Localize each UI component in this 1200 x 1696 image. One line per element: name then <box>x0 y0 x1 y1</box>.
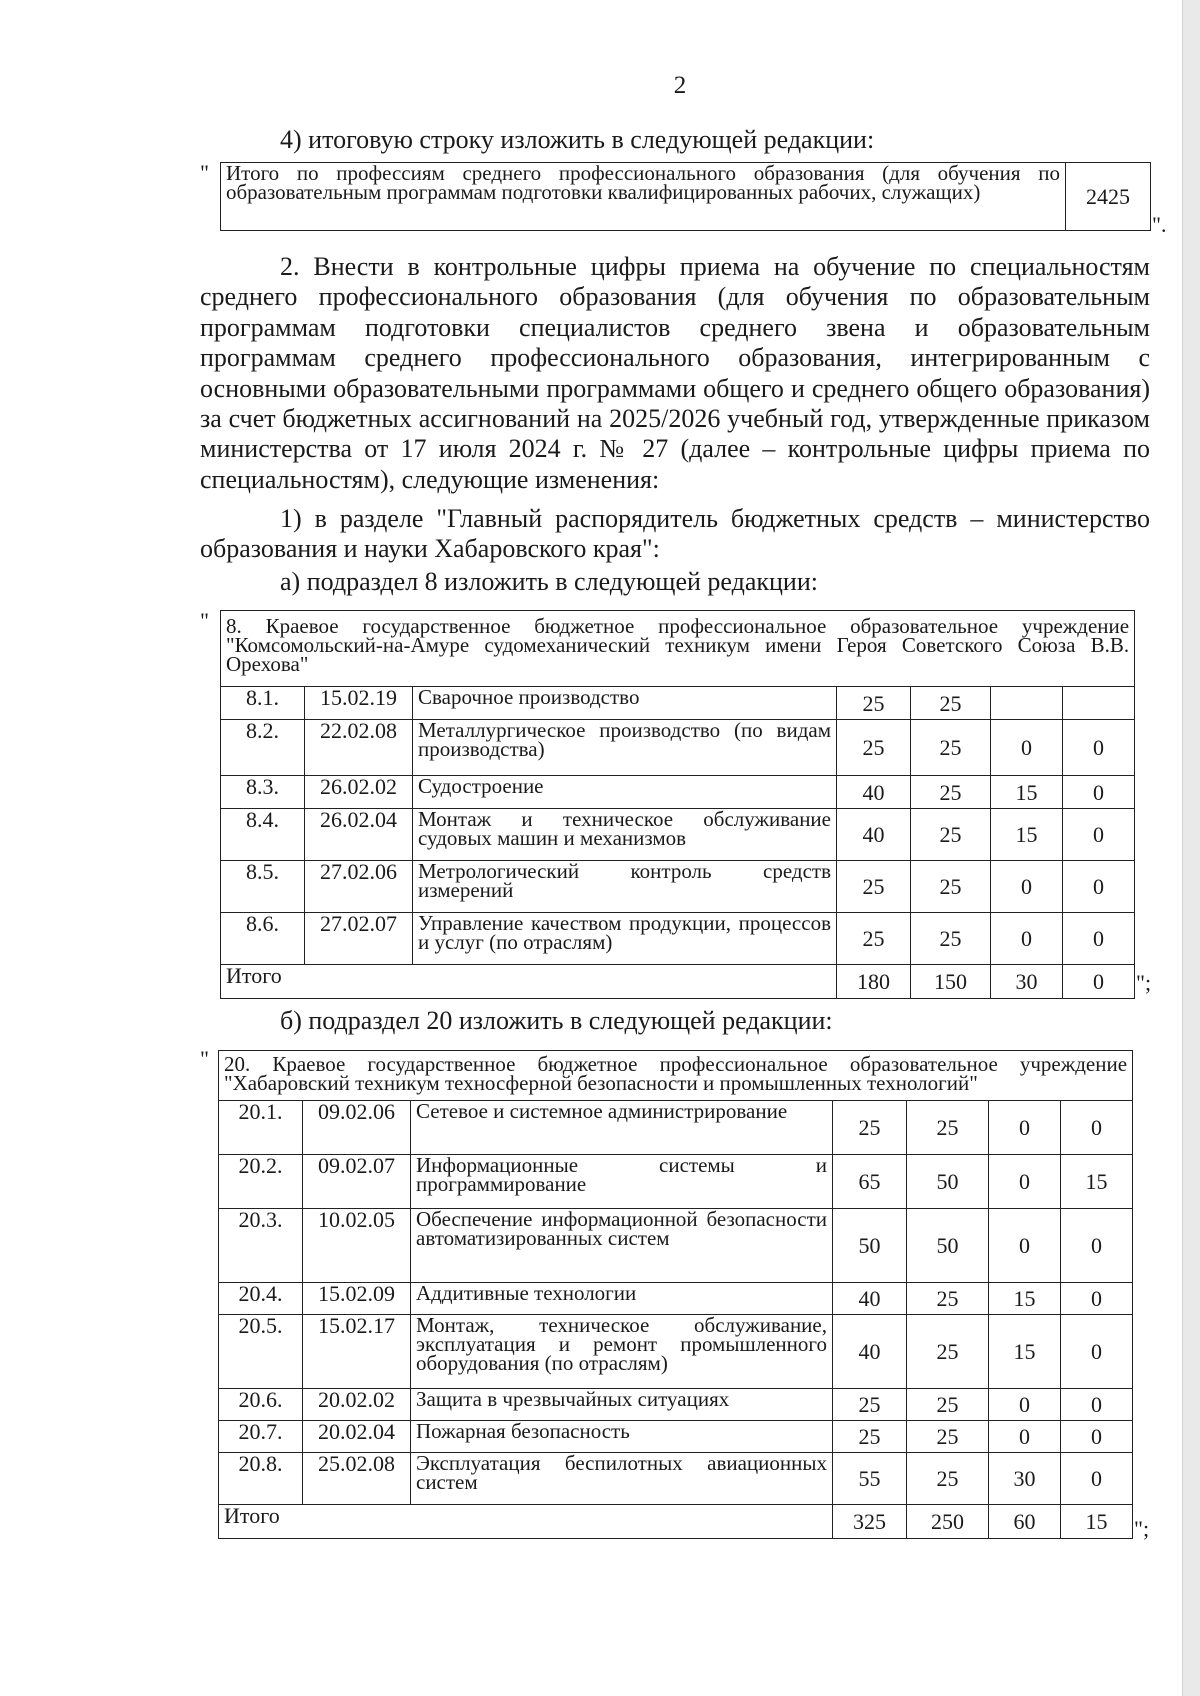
row-value: 0 <box>1063 809 1135 861</box>
row-code: 26.02.04 <box>305 809 413 861</box>
row-value: 25 <box>837 913 911 965</box>
row-value: 0 <box>1061 1315 1133 1389</box>
table-subsection-8 <box>220 610 1135 999</box>
table-row <box>221 720 1135 776</box>
row-code: 09.02.07 <box>303 1155 411 1209</box>
subitem-1: 1) в разделе "Главный распорядитель бюджетных средств – министерство образования и науки Хабаровского края": <box>200 504 1150 564</box>
table-row <box>221 913 1135 965</box>
row-value <box>1063 687 1135 720</box>
row-value: 25 <box>907 1101 989 1155</box>
table-row <box>221 809 1135 861</box>
row-name: Метрологический контроль средств измерений <box>413 861 837 913</box>
table-title: 8. Краевое государственное бюджетное профессиональное образовательное учреждение "Комсомольский-на-Амуре судомеханический техникум имени Героя Советского Союза В.В. Орехова" <box>221 611 1135 687</box>
total-label: Итого <box>219 1505 833 1539</box>
row-value: 0 <box>1061 1421 1133 1453</box>
table-title: 20. Краевое государственное бюджетное профессиональное образовательное учреждение "Хабаровский техникум техносферной безопасности и промышленных технологий" <box>219 1051 1133 1101</box>
row-value: 0 <box>1061 1453 1133 1505</box>
row-value: 25 <box>907 1315 989 1389</box>
row-value: 0 <box>1063 776 1135 809</box>
row-name: Судостроение <box>413 776 837 809</box>
row-code: 10.02.05 <box>303 1209 411 1283</box>
total-label: Итого по профессиям среднего профессионального образования (для обучения по образовательным программам подготовки квалифицированных рабочих, служащих) <box>221 163 1066 231</box>
row-name: Информационные системы и программирование <box>411 1155 833 1209</box>
row-value: 0 <box>991 861 1063 913</box>
row-value: 0 <box>1061 1389 1133 1421</box>
table-row <box>221 687 1135 720</box>
row-value: 15 <box>991 809 1063 861</box>
row-value: 40 <box>837 809 911 861</box>
item4-text: 4) итоговую строку изложить в следующей редакции: <box>280 125 875 154</box>
row-name: Металлургическое производство (по видам производства) <box>413 720 837 776</box>
row-value: 0 <box>991 913 1063 965</box>
row-value: 25 <box>837 861 911 913</box>
row-value: 25 <box>837 720 911 776</box>
table-row <box>219 1283 1133 1315</box>
table-row <box>221 776 1135 809</box>
table-row <box>219 1315 1133 1389</box>
row-value: 25 <box>907 1389 989 1421</box>
total-value: 15 <box>1061 1505 1133 1539</box>
table-row <box>219 1101 1133 1155</box>
row-code: 22.02.08 <box>305 720 413 776</box>
total-value: 0 <box>1063 965 1135 999</box>
row-name: Эксплуатация беспилотных авиационных систем <box>411 1453 833 1505</box>
row-name: Монтаж, техническое обслуживание, эксплуатация и ремонт промышленного оборудования (по отраслям) <box>411 1315 833 1389</box>
row-value: 25 <box>833 1389 907 1421</box>
row-value: 0 <box>989 1209 1061 1283</box>
total-table <box>220 162 1151 231</box>
row-value: 15 <box>1061 1155 1133 1209</box>
row-value: 25 <box>911 720 991 776</box>
quote-open: " <box>200 160 209 185</box>
row-number: 20.1. <box>219 1101 303 1155</box>
row-value: 55 <box>833 1453 907 1505</box>
total-value: 60 <box>989 1505 1061 1539</box>
table-row <box>221 861 1135 913</box>
quote-close: ". <box>1152 212 1167 237</box>
row-value: 40 <box>833 1283 907 1315</box>
row-code: 26.02.02 <box>305 776 413 809</box>
row-value: 25 <box>833 1101 907 1155</box>
row-code: 15.02.09 <box>303 1283 411 1315</box>
row-value: 50 <box>833 1209 907 1283</box>
row-number: 8.4. <box>221 809 305 861</box>
row-number: 20.4. <box>219 1283 303 1315</box>
row-name: Сварочное производство <box>413 687 837 720</box>
quote-open: " <box>200 608 209 633</box>
row-value: 65 <box>833 1155 907 1209</box>
row-value: 25 <box>911 687 991 720</box>
row-value: 15 <box>991 776 1063 809</box>
row-number: 20.2. <box>219 1155 303 1209</box>
row-value: 40 <box>837 776 911 809</box>
quote-close: "; <box>1134 1516 1150 1541</box>
row-code: 25.02.08 <box>303 1453 411 1505</box>
table-row <box>219 1155 1133 1209</box>
row-value: 0 <box>989 1389 1061 1421</box>
row-number: 20.8. <box>219 1453 303 1505</box>
table-row <box>219 1209 1133 1283</box>
table-row <box>219 1389 1133 1421</box>
row-number: 8.2. <box>221 720 305 776</box>
row-value: 25 <box>907 1421 989 1453</box>
row-value: 50 <box>907 1209 989 1283</box>
table-subsection-20 <box>218 1050 1133 1539</box>
paragraph-2: 2. Внести в контрольные цифры приема на обучение по специальностям среднего профессионального образования (для обучения по образовательным программам подготовки специалистов среднего звена и образовательным программам среднего профессионального образования, интегрированным с основными образовательными программами общего и среднего общего образования) за счет бюджетных ассигнований на 2025/2026 учебный год, утвержденные приказом министерства от 17 июля 2024 г. № 27 (далее – контрольные цифры приема по специальностям), следующие изменения: <box>200 252 1150 494</box>
row-value: 25 <box>833 1421 907 1453</box>
row-number: 8.5. <box>221 861 305 913</box>
row-value: 15 <box>989 1283 1061 1315</box>
row-value: 25 <box>911 913 991 965</box>
row-value: 0 <box>991 720 1063 776</box>
row-name: Аддитивные технологии <box>411 1283 833 1315</box>
row-code: 27.02.06 <box>305 861 413 913</box>
row-number: 8.6. <box>221 913 305 965</box>
row-value: 0 <box>1061 1283 1133 1315</box>
row-name: Сетевое и системное администрирование <box>411 1101 833 1155</box>
row-value: 25 <box>911 776 991 809</box>
row-name: Пожарная безопасность <box>411 1421 833 1453</box>
row-code: 27.02.07 <box>305 913 413 965</box>
total-value: 250 <box>907 1505 989 1539</box>
row-value: 25 <box>911 861 991 913</box>
row-code: 15.02.19 <box>305 687 413 720</box>
subitem-a: а) подраздел 8 изложить в следующей редакции: <box>280 567 818 596</box>
table-row <box>219 1421 1133 1453</box>
subitem-b: б) подраздел 20 изложить в следующей редакции: <box>280 1006 833 1035</box>
row-code: 20.02.02 <box>303 1389 411 1421</box>
total-label: Итого <box>221 965 837 999</box>
row-value: 25 <box>837 687 911 720</box>
scan-edge <box>1182 0 1200 1696</box>
total-value: 30 <box>991 965 1063 999</box>
row-value: 0 <box>1063 861 1135 913</box>
row-number: 20.5. <box>219 1315 303 1389</box>
row-number: 8.1. <box>221 687 305 720</box>
total-value: 180 <box>837 965 911 999</box>
row-value: 0 <box>989 1421 1061 1453</box>
row-code: 09.02.06 <box>303 1101 411 1155</box>
row-number: 20.3. <box>219 1209 303 1283</box>
row-value: 15 <box>989 1315 1061 1389</box>
row-value: 25 <box>907 1453 989 1505</box>
total-value: 150 <box>911 965 991 999</box>
quote-open: " <box>200 1046 209 1071</box>
total-value: 325 <box>833 1505 907 1539</box>
row-number: 8.3. <box>221 776 305 809</box>
row-name: Обеспечение информационной безопасности автоматизированных систем <box>411 1209 833 1283</box>
total-value: 2425 <box>1066 163 1151 231</box>
row-value <box>991 687 1063 720</box>
table-row <box>219 1453 1133 1505</box>
row-value: 0 <box>1061 1101 1133 1155</box>
row-value: 50 <box>907 1155 989 1209</box>
row-value: 0 <box>1061 1209 1133 1283</box>
row-code: 15.02.17 <box>303 1315 411 1389</box>
row-value: 0 <box>989 1101 1061 1155</box>
quote-close: "; <box>1136 970 1152 995</box>
row-value: 25 <box>911 809 991 861</box>
row-name: Управление качеством продукции, процессов и услуг (по отраслям) <box>413 913 837 965</box>
row-number: 20.7. <box>219 1421 303 1453</box>
row-value: 30 <box>989 1453 1061 1505</box>
row-number: 20.6. <box>219 1389 303 1421</box>
row-value: 0 <box>1063 913 1135 965</box>
table-total-row <box>221 965 1135 999</box>
table-total-row <box>219 1505 1133 1539</box>
row-value: 40 <box>833 1315 907 1389</box>
row-value: 0 <box>989 1155 1061 1209</box>
row-name: Монтаж и техническое обслуживание судовых машин и механизмов <box>413 809 837 861</box>
row-code: 20.02.04 <box>303 1421 411 1453</box>
row-value: 25 <box>907 1283 989 1315</box>
row-value: 0 <box>1063 720 1135 776</box>
row-name: Защита в чрезвычайных ситуациях <box>411 1389 833 1421</box>
page-number: 2 <box>673 72 687 99</box>
